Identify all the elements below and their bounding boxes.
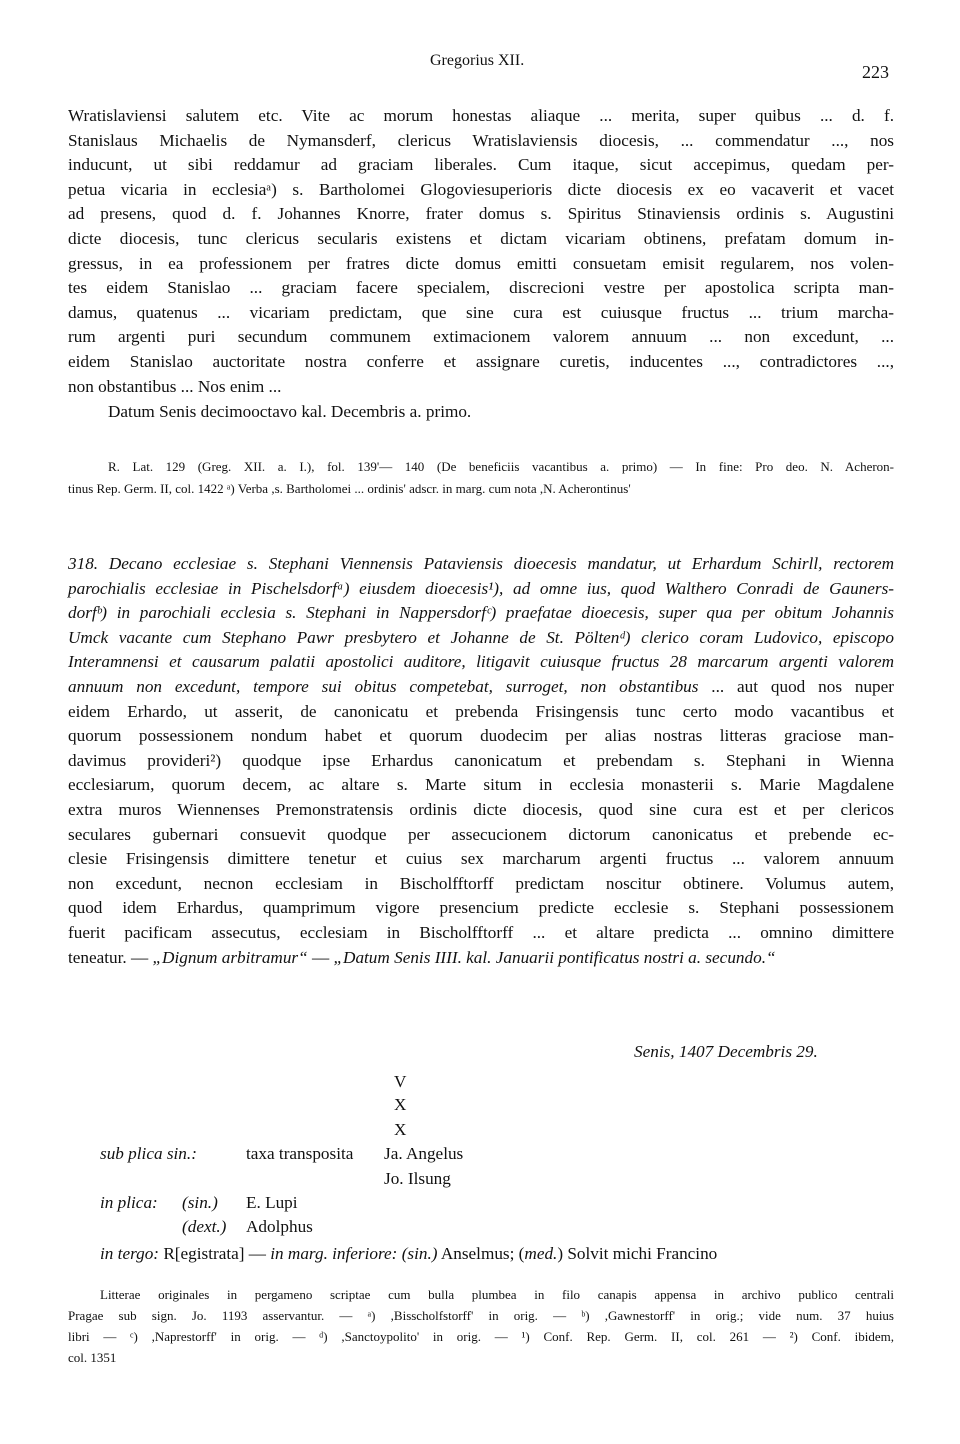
- regest-tail: annuum non excedunt, tempore sui obitus competebat, surroget, non obstantibus: [68, 676, 699, 696]
- datum-quote: „Datum Senis IIII. kal. Januarii pontificatus nostri a. secundo.“: [333, 947, 776, 967]
- dating-clause: Datum Senis decimooctavo kal. Decembris a. primo.: [108, 402, 472, 421]
- text-line: non obstantibus ... Nos enim ...: [68, 376, 282, 396]
- running-title: Gregorius XII.: [430, 52, 525, 69]
- text-line: dicte diocesis, tunc clericus secularis existens et dictam vicariam obtinens, prefatam domum in-: [68, 228, 894, 248]
- footnote-line: R. Lat. 129 (Greg. XII. a. I.), fol. 139'— 140 (De beneficiis vacantibus a. primo) — In fine: Pro deo. N. Acheron-: [108, 459, 894, 474]
- text-continuation: ... aut quod nos nuper: [698, 676, 894, 696]
- regest-line: dorfᵇ) in parochiali ecclesia s. Stephani in Nappersdorfᶜ) praefatae dioecesis, super qua per obitum Johannis: [68, 603, 894, 623]
- text-line: Stanislaus Michaelis de Nymansderf, clericus Wratislaviensis diocesis, ... commendatur ..., nos: [68, 130, 894, 150]
- signer-name: Jo. Ilsung: [384, 1169, 451, 1188]
- document-317-body: [68, 104, 894, 399]
- chancery-mark: X: [394, 1120, 407, 1139]
- text-line: damus, quatenus ... vicariam predictam, que sine cura est cuiusque fructus ... trium marcha-: [68, 302, 894, 322]
- regest-line: Interamnensi et causarum palatii apostolici auditore, litigavit cuiusque fructus 28 marcarum argenti valorem: [68, 652, 894, 672]
- text-line: eidem Stanislao auctoritate nostra conferre et assignare curetis, inducentes ..., contradictores ...,: [68, 351, 894, 371]
- sub-plica-label: sub plica sin.:: [100, 1144, 197, 1163]
- chancery-mark: V: [394, 1072, 407, 1091]
- text-line: fuerit pacificam assecutus, ecclesiam in Bischolfftorff ... et altare predicta ... omnino dimittere: [68, 922, 894, 942]
- in-tergo-line: [100, 1244, 717, 1264]
- text-line: ecclesiarum, quorum decem, ac altare s. Marte situm in ecclesia monasterii s. Marie Magdalene: [68, 775, 894, 795]
- text-line: Wratislaviensi salutem etc. Vite ac morum honestas aliaque ... merita, super quibus ... d. f.: [68, 106, 894, 125]
- document-318-body: [68, 552, 894, 970]
- text-line: clesie Frisingensis dimittere tenetur et cuius sex marcharum argenti fructus ... valorem annuum: [68, 849, 894, 869]
- position-label: (dext.): [182, 1217, 227, 1236]
- position-label: (sin.): [182, 1193, 218, 1212]
- page-number: 223: [862, 62, 889, 82]
- in-tergo-label: in tergo:: [100, 1244, 160, 1263]
- text-line: davimus provideri²) quodque ipse Erhardus canonicatum et prebendam s. Stephani in Wienna: [68, 750, 894, 770]
- text-fragment: ) Solvit michi Francino: [557, 1244, 718, 1263]
- text-line: rum argenti puri secundum communem extimacionem valorem annuum ... non excedunt, ...: [68, 327, 894, 347]
- text-line: ad presens, quod d. f. Johannes Knorre, frater domus s. Spiritus Stinaviensis ordinis s. Augustini: [68, 204, 894, 224]
- text-line: [68, 946, 894, 971]
- place-date: Senis, 1407 Decembris 29.: [634, 1042, 818, 1061]
- text-line: [68, 675, 894, 700]
- text-line: inducunt, ut sibi reddamur ad graciam liberales. Cum itaque, sicut accepimus, quedam per-: [68, 155, 894, 175]
- italic-fragment: med.: [524, 1244, 558, 1263]
- text-line: extra muros Wiennenses Premonstratensis ordinis dicte diocesis, quod sine cura est et per clericos: [68, 799, 894, 819]
- in-plica-label: in plica:: [100, 1193, 158, 1212]
- text-line: petua vicaria in ecclesiaᵃ) s. Bartholomei Glogoviesuperioris dicte diocesis ex eo vacaverit et vacet: [68, 179, 894, 199]
- incipit-quote: „Dignum arbitramur“: [152, 947, 308, 967]
- sub-plica-text: taxa transposita: [246, 1144, 354, 1163]
- text-line: seculares gubernari consuevit quodque per assecucionem dictorum canonicatus et prebende ec-: [68, 824, 894, 844]
- text-fragment: Anselmus; (: [437, 1244, 525, 1263]
- signer-name: Ja. Angelus: [384, 1144, 464, 1163]
- footnote-line: Litterae originales in pergameno scriptae cum bulla plumbea in filo canapis appensa in archivo publico centrali: [100, 1287, 894, 1302]
- italic-fragment: in marg. inferiore: (sin.): [270, 1244, 438, 1263]
- regest-line: parochialis ecclesiae in Pischelsdorfᵃ) eiusdem dioecesis¹), ad omne ius, quod Walthero Conradi de Gauners-: [68, 578, 894, 598]
- text-line: quorum possessionem nondum habet et quorum duodecim per alias nostras litteras graciose man-: [68, 726, 894, 746]
- document-317-apparatus: [68, 456, 894, 500]
- text-line: eidem Erhardo, ut asserit, de canonicatu et prebenda Frisingensis tunc certo modo vacantibus et: [68, 701, 894, 721]
- regest-line: 318. Decano ecclesiae s. Stephani Viennensis Pataviensis dioecesis mandatur, ut Erhardum Schirll, rectorem: [68, 554, 894, 573]
- text-line: tes eidem Stanislao ... graciam facere specialem, discrecioni vestre per apostolica scripta man-: [68, 278, 894, 298]
- text-line: non excedunt, necnon ecclesiam in Bischolfftorff predictam noscitur obtinere. Volumus autem,: [68, 873, 894, 893]
- signer-name: Adolphus: [246, 1217, 313, 1236]
- footnote-line: tinus Rep. Germ. II, col. 1422 ᵃ) Verba ,s. Bartholomei ... ordinis' adscr. in marg. cum nota ,N. Acherontinus': [68, 481, 631, 496]
- footnote-line: Pragae sub sign. Jo. 1193 asservantur. — ᵃ) ,Bisscholfstorff' in orig. — ᵇ) ,Gawnestorff' in orig.; vide num. 37 huius: [68, 1308, 894, 1323]
- text-line: quod idem Erhardus, quamprimum vigore presencium predicte ecclesie s. Stephani possessionem: [68, 898, 894, 918]
- chancery-mark: X: [394, 1095, 407, 1114]
- text-fragment: R[egistrata] —: [163, 1244, 271, 1263]
- document-318-apparatus: [68, 1284, 894, 1368]
- regest-line: Umck vacante cum Stephano Pawr presbytero et Johanne de St. Pöltenᵈ) clerico coram Ludovico, episcopo: [68, 627, 894, 647]
- footnote-line: col. 1351: [68, 1350, 117, 1365]
- text-line: gressus, in ea professionem per fratres dicte domus emitti consuetam emisit regularem, nos volen-: [68, 253, 894, 273]
- footnote-line: libri — ᶜ) ,Naprestorff' in orig. — ᵈ) ,Sanctoypolito' in orig. — ¹) Conf. Rep. Germ. II, col. 261 — ²) Conf. ibidem,: [68, 1329, 894, 1344]
- text-fragment: teneatur. —: [68, 947, 153, 967]
- signer-name: E. Lupi: [246, 1193, 298, 1212]
- text-fragment: —: [307, 947, 334, 967]
